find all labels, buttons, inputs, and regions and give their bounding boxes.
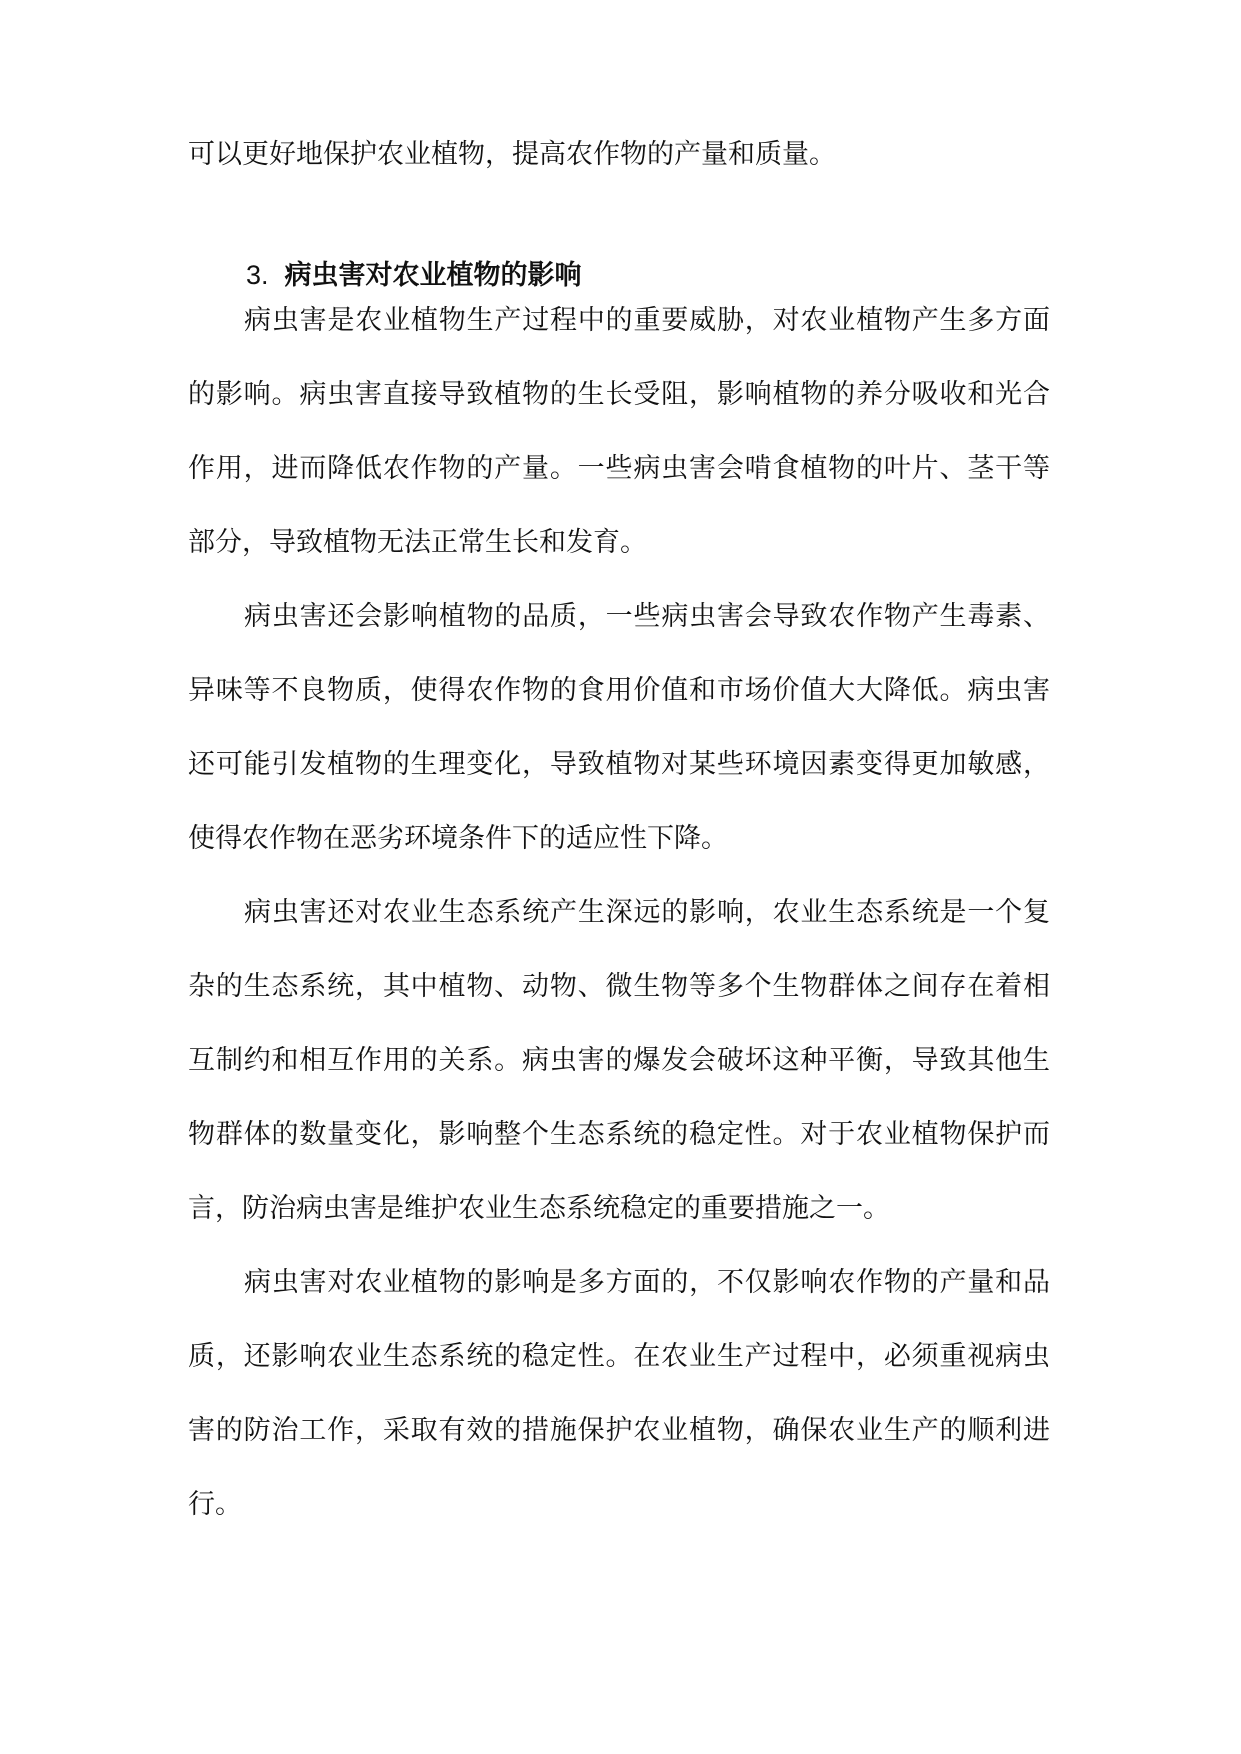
body-text-block [188, 284, 1050, 1542]
intro-continuation-paragraph: 可以更好地保护农业植物，提高农作物的产量和质量。 [188, 139, 836, 170]
paragraph-3: 病虫害还对农业生态系统产生深远的影响，农业生态系统是一个复杂的生态系统，其中植物、动物、微生物等多个生物群体之间存在着相互制约和相互作用的关系。病虫害的爆发会破坏这种平衡，导致其他生物群体的数量变化，影响整个生态系统的稳定性。对于农业植物保护而言，防治病虫害是维护农业生态系统稳定的重要措施之一。 [188, 897, 1050, 1224]
paragraph-2: 病虫害还会影响植物的品质，一些病虫害会导致农作物产生毒素、异味等不良物质，使得农作物的食用价值和市场价值大大降低。病虫害还可能引发植物的生理变化，导致植物对某些环境因素变得更加敏感，使得农作物在恶劣环境条件下的适应性下降。 [188, 601, 1050, 854]
paragraph-1: 病虫害是农业植物生产过程中的重要威胁，对农业植物产生多方面的影响。病虫害直接导致植物的生长受阻，影响植物的养分吸收和光合作用，进而降低农作物的产量。一些病虫害会啃食植物的叶片、茎干等部分，导致植物无法正常生长和发育。 [188, 305, 1050, 558]
section-number: 3. [246, 260, 269, 290]
section-title: 病虫害对农业植物的影响 [284, 260, 582, 291]
paragraph-4: 病虫害对农业植物的影响是多方面的，不仅影响农作物的产量和品质，还影响农业生态系统的稳定性。在农业生产过程中，必须重视病虫害的防治工作，采取有效的措施保护农业植物，确保农业生产的顺利进行。 [188, 1267, 1050, 1520]
intro-text-block [188, 118, 1050, 192]
